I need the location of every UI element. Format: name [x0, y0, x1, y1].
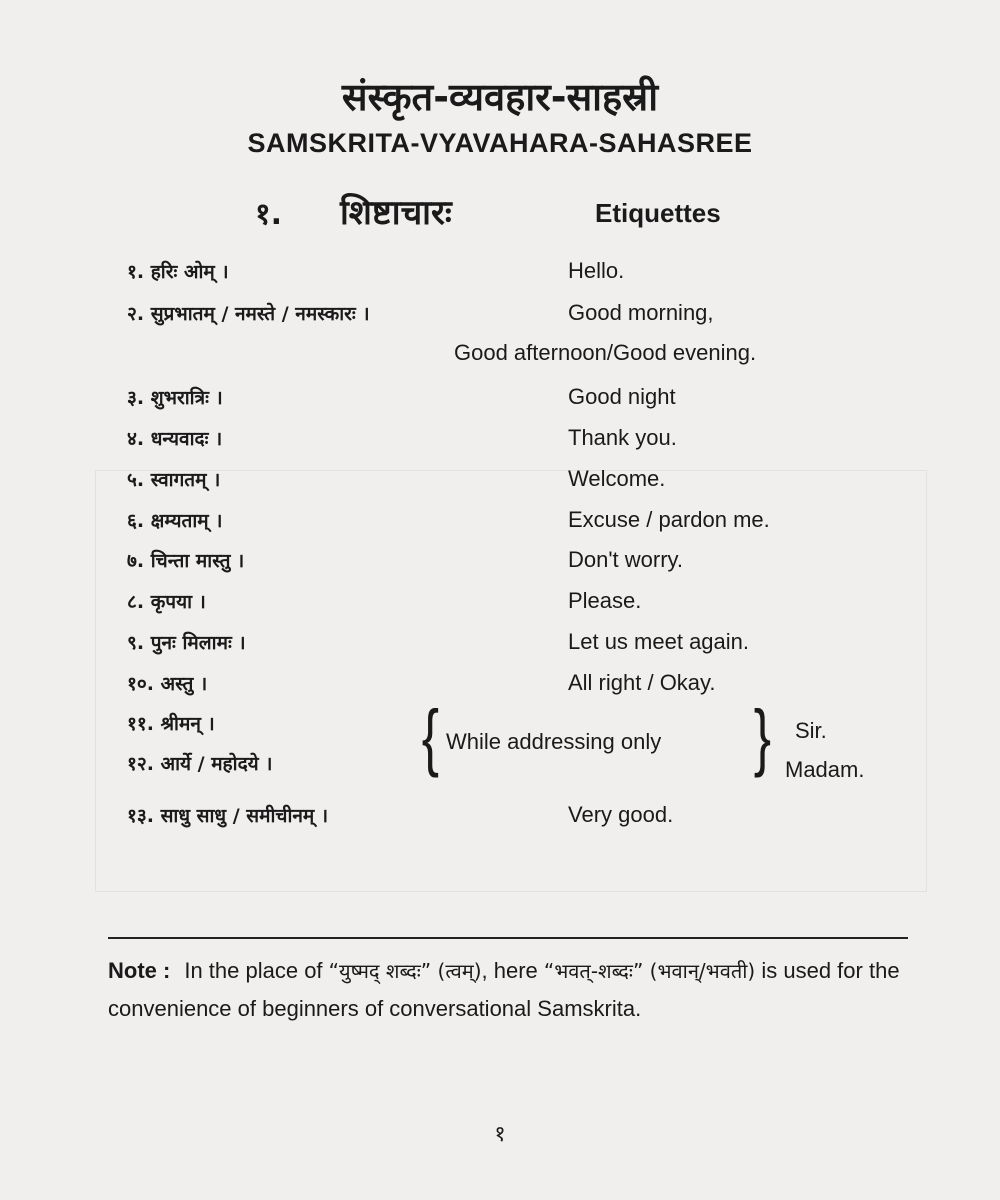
phrase-english: Good morning,	[568, 300, 714, 325]
phrase-english: Hello.	[568, 258, 625, 283]
phrase-sanskrit: ४. धन्यवादः ।	[127, 428, 223, 450]
phrase-sanskrit: १२. आर्ये / महोदये ।	[127, 753, 273, 775]
section-number: १.	[255, 197, 282, 232]
page-title-sanskrit: संस्कृत-व्यवहार-साहस्री	[341, 75, 659, 119]
phrase-row	[0, 547, 1000, 587]
phrase-sanskrit: १. हरिः ओम् ।	[127, 261, 229, 283]
phrase-sanskrit: ६. क्षम्यताम् ।	[127, 510, 223, 532]
address-sir: Sir.	[795, 718, 827, 743]
note-text-1: In the place of	[184, 958, 329, 983]
phrase-row	[0, 588, 1000, 628]
phrase-english-continued: Good afternoon/Good evening.	[454, 340, 757, 365]
section-title-sanskrit: शिष्टाचारः	[340, 193, 452, 233]
phrase-sanskrit: ५. स्वागतम् ।	[127, 469, 221, 491]
section-heading	[0, 188, 1000, 238]
phrase-english: Excuse / pardon me.	[568, 507, 770, 532]
page-number: १	[494, 1122, 506, 1147]
note-text-2: , here	[481, 958, 544, 983]
phrase-english: Don't worry.	[568, 547, 684, 572]
phrase-row	[0, 384, 1000, 424]
left-brace: {	[421, 695, 440, 778]
right-brace: }	[753, 695, 772, 778]
phrase-sanskrit: ३. शुभरात्रिः ।	[127, 387, 223, 409]
phrase-sanskrit: २. सुप्रभातम् / नमस्ते / नमस्कारः ।	[127, 303, 370, 325]
phrase-english: Very good.	[568, 802, 674, 827]
phrase-row	[0, 300, 1000, 340]
divider-line	[108, 937, 908, 939]
note-label: Note :	[108, 958, 171, 983]
phrase-english: Let us meet again.	[568, 629, 750, 654]
address-madam: Madam.	[785, 757, 865, 782]
note-text-3: is used for the convenience of beginners of conversational Samskrita.	[108, 958, 900, 1021]
page-title-english: SAMSKRITA-VYAVAHARA-SAHASREE	[247, 128, 753, 158]
phrase-sanskrit: १०. अस्तु ।	[127, 673, 208, 695]
phrase-sanskrit: १३. साधु साधु / समीचीनम् ।	[127, 805, 329, 827]
phrase-row	[0, 425, 1000, 465]
phrase-sanskrit: ८. कृपया ।	[127, 591, 206, 613]
phrase-row	[0, 629, 1000, 669]
phrase-row	[0, 507, 1000, 547]
phrase-english: Welcome.	[568, 466, 666, 491]
phrase-english: Please.	[568, 588, 642, 613]
phrase-sanskrit: ७. चिन्ता मास्तु ।	[127, 550, 245, 572]
phrase-english: Good night	[568, 384, 676, 409]
section-title-english: Etiquettes	[595, 198, 721, 228]
footnote	[108, 952, 918, 1028]
phrase-row	[0, 258, 1000, 298]
phrase-sanskrit: ९. पुनः मिलामः ।	[127, 632, 246, 654]
note-devanagari-1: “युष्मद् शब्दः” (त्वम्)	[328, 959, 482, 983]
phrase-row	[0, 670, 1000, 710]
note-devanagari-2: “भवत्-शब्दः” (भवान्/भवती)	[543, 959, 756, 983]
addressing-note: While addressing only	[446, 729, 662, 754]
phrase-sanskrit: ११. श्रीमन् ।	[127, 713, 215, 735]
phrase-row	[0, 466, 1000, 506]
phrase-english: Thank you.	[568, 425, 677, 450]
phrase-row	[0, 802, 1000, 842]
phrase-english: All right / Okay.	[568, 670, 716, 695]
